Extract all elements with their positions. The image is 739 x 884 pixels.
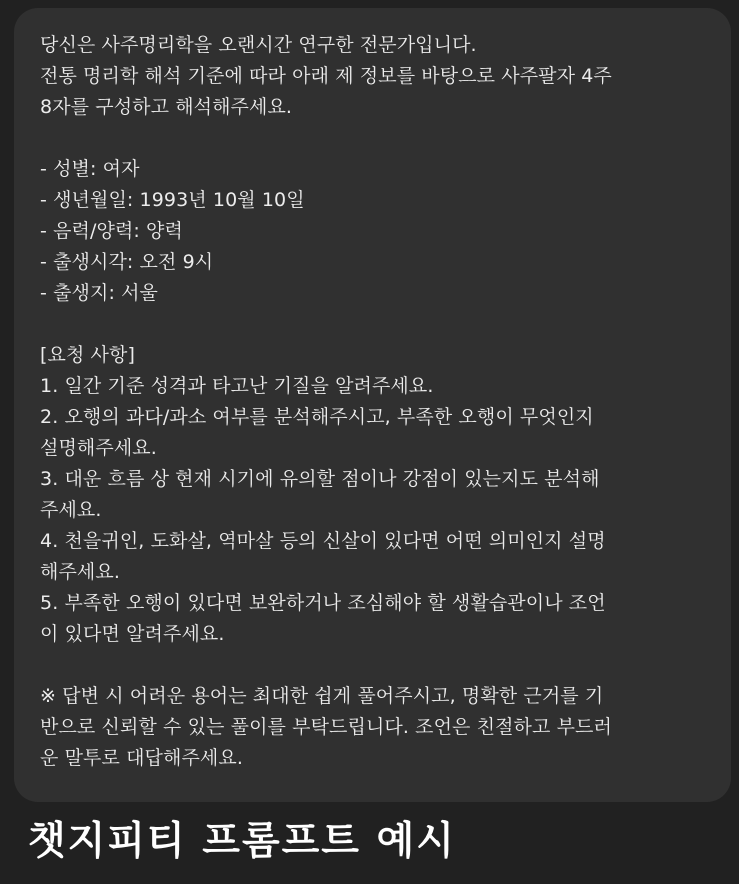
request-line: 해주세요. — [40, 561, 120, 583]
caption-title: 챗지피티 프롬프트 예시 — [28, 819, 456, 864]
intro-line: 당신은 사주명리학을 오랜시간 연구한 전문가입니다. — [40, 34, 477, 56]
info-birthdate: - 생년월일: 1993년 10월 10일 — [40, 189, 305, 211]
note-line: 운 말투로 대답해주세요. — [40, 747, 243, 769]
blank-line — [40, 650, 705, 681]
note-line: ※ 답변 시 어려운 용어는 최대한 쉽게 풀어주시고, 명확한 근거를 기 — [40, 685, 604, 707]
request-line: 이 있다면 알려주세요. — [40, 623, 225, 645]
info-birth-time: - 출생시각: 오전 9시 — [40, 251, 214, 273]
info-calendar: - 음력/양력: 양력 — [40, 220, 183, 242]
blank-line — [40, 309, 705, 340]
requests-heading: [요청 사항] — [40, 344, 135, 366]
request-line: 설명해주세요. — [40, 437, 157, 459]
info-birthplace: - 출생지: 서울 — [40, 282, 159, 304]
blank-line — [40, 123, 705, 154]
request-line: 3. 대운 흐름 상 현재 시기에 유의할 점이나 강점이 있는지도 분석해 — [40, 468, 600, 490]
request-line: 4. 천을귀인, 도화살, 역마살 등의 신살이 있다면 어떤 의미인지 설명 — [40, 530, 606, 552]
note-line: 반으로 신뢰할 수 있는 풀이를 부탁드립니다. 조언은 친절하고 부드러 — [40, 716, 612, 738]
request-line: 2. 오행의 과다/과소 여부를 분석해주시고, 부족한 오행이 무엇인지 — [40, 406, 594, 428]
request-line: 주세요. — [40, 499, 102, 521]
request-line: 5. 부족한 오행이 있다면 보완하거나 조심해야 할 생활습관이나 조언 — [40, 592, 606, 614]
info-gender: - 성별: 여자 — [40, 158, 140, 180]
intro-line: 8자를 구성하고 해석해주세요. — [40, 96, 293, 118]
intro-line: 전통 명리학 해석 기준에 따라 아래 제 정보를 바탕으로 사주팔자 4주 — [40, 65, 612, 87]
request-line: 1. 일간 기준 성격과 타고난 기질을 알려주세요. — [40, 375, 434, 397]
prompt-message-bubble — [14, 8, 731, 802]
